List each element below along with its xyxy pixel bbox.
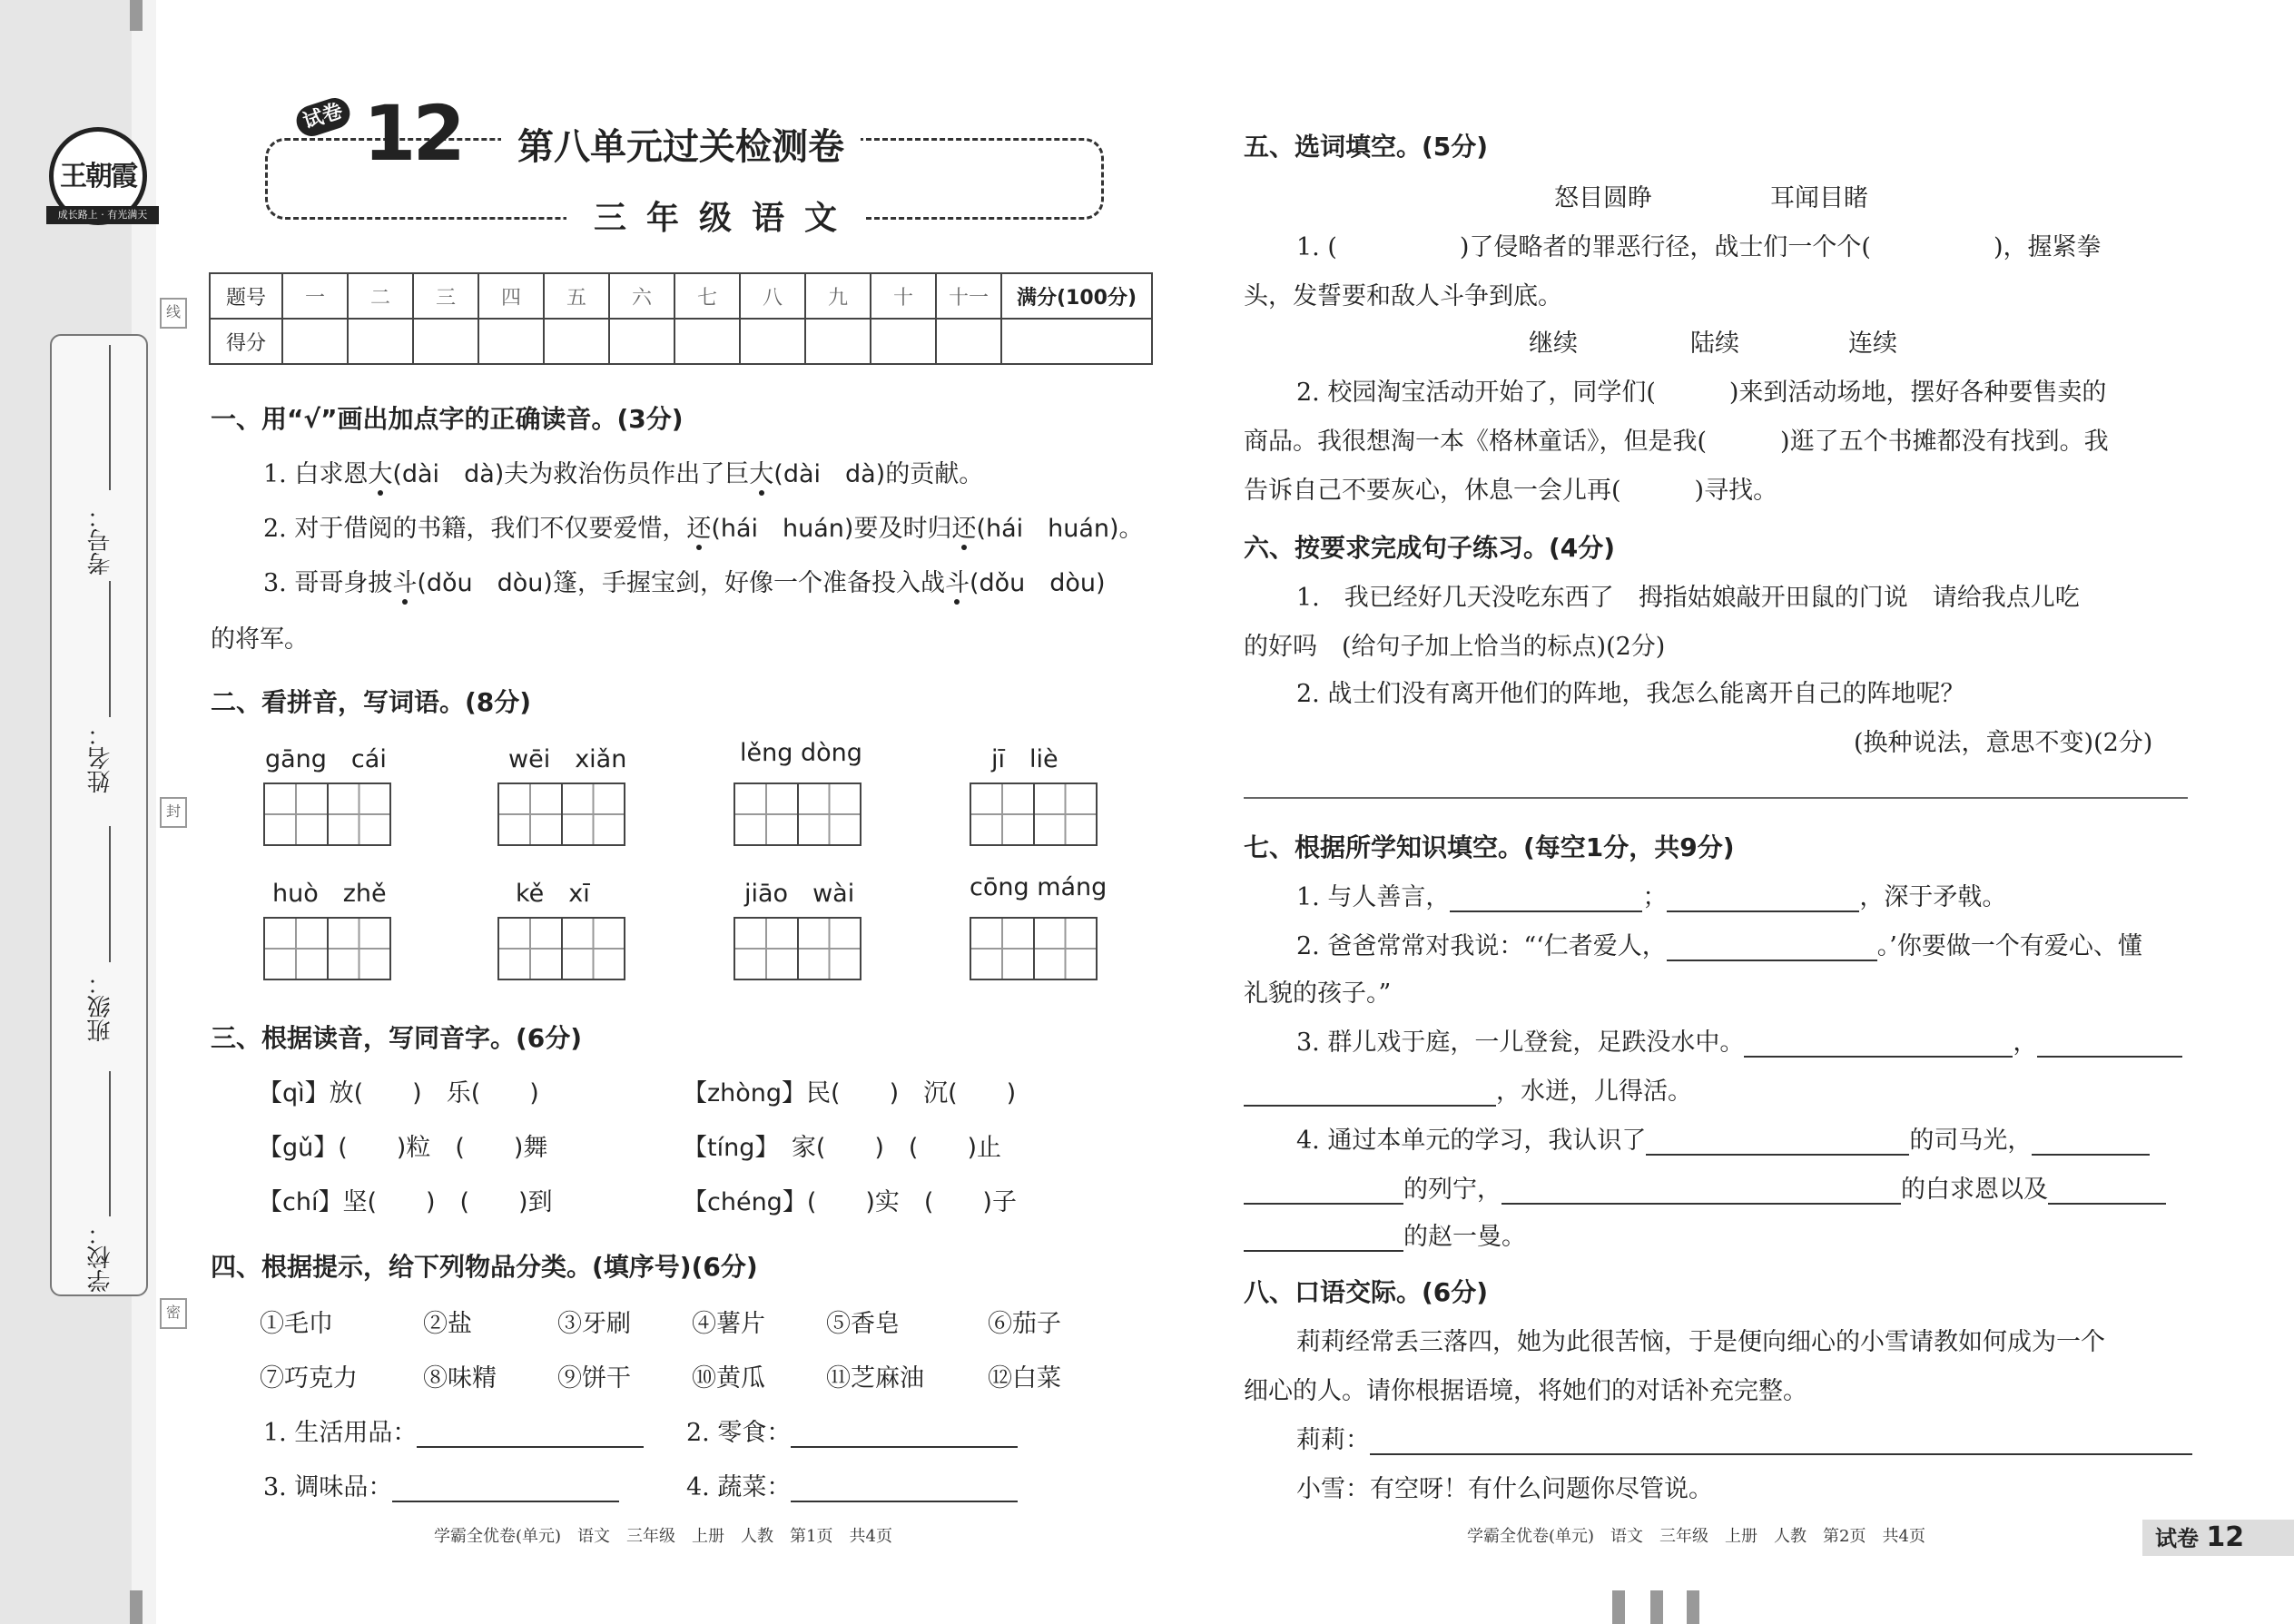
pinyin-label: lěng dòng — [740, 739, 862, 767]
s5-q2-line3: 告诉自己不要灰心，休息一会儿再( )寻找。 — [1244, 477, 1778, 505]
exam-no-line[interactable] — [109, 345, 111, 490]
s1-question-1: 1. 白求恩大(dài dà)夫为救治伤员作出了巨大(dài dà)的贡献。 — [263, 460, 984, 488]
section-3-title: 三、根据读音，写同音字。(6分) — [211, 1023, 583, 1053]
answer-line[interactable] — [1244, 797, 2188, 799]
s5-q1-line2: 头，发誓要和敌人斗争到底。 — [1244, 282, 1562, 310]
writing-grid[interactable] — [733, 917, 861, 980]
registration-mark — [1687, 1590, 1699, 1624]
class-label: 班级： — [87, 971, 114, 1042]
s8-lili-line: 莉莉： — [1296, 1420, 2192, 1455]
s7-q2-cont: 礼貌的孩子。” — [1244, 979, 1392, 1008]
question-col: 五 — [544, 273, 609, 319]
word-choice: 耳闻目睹 — [1770, 184, 1868, 212]
question-col: 十 — [871, 273, 936, 319]
homophone-row: 【chí】坚( ) ( )到 — [258, 1188, 553, 1216]
s1-question-3: 3. 哥哥身披斗(dǒu dòu)篷，手握宝剑，好像一个准备投入战斗(dǒu dòu) — [263, 569, 1106, 597]
question-col: 八 — [740, 273, 805, 319]
section-2-title: 二、看拼音，写词语。(8分) — [211, 687, 532, 717]
exam-no-label: 考号： — [87, 505, 114, 576]
question-col: 三 — [413, 273, 478, 319]
pinyin-label: cōng máng — [970, 873, 1108, 901]
category-4: 4. 蔬菜： — [686, 1467, 1018, 1502]
score-cell[interactable] — [740, 319, 805, 364]
s8-paragraph-line2: 细心的人。请你根据语境，将她们的对话补充完整。 — [1244, 1377, 1807, 1405]
homophone-row: 【tíng】 家( ) ( )止 — [683, 1134, 1001, 1162]
writing-grid[interactable] — [970, 917, 1098, 980]
s7-q3: 3. 群儿戏于庭，一儿登瓮，足跌没水中。 ， — [1296, 1022, 2182, 1058]
registration-mark — [1650, 1590, 1663, 1624]
section-6-title: 六、按要求完成句子练习。(4分) — [1244, 533, 1616, 563]
answer-line[interactable] — [791, 1477, 1018, 1502]
item: ⑨饼干 — [557, 1364, 631, 1393]
answer-line[interactable] — [2048, 1179, 2166, 1205]
item: ③牙刷 — [557, 1310, 631, 1338]
s5-q2-line1: 2. 校园淘宝活动开始了，同学们( )来到活动场地，摆好各种要售卖的 — [1296, 379, 2107, 407]
answer-line[interactable] — [1244, 1179, 1403, 1205]
homophone-row: 【gǔ】( )粒 ( )舞 — [258, 1134, 548, 1162]
registration-mark — [1612, 1590, 1625, 1624]
score-cell[interactable] — [544, 319, 609, 364]
score-cell[interactable] — [871, 319, 936, 364]
answer-line[interactable] — [1667, 936, 1877, 961]
question-col: 十一 — [936, 273, 1001, 319]
s7-q2: 2. 爸爸常常对我说：“‘仁者爱人， 。’你要做一个有爱心、懂 — [1296, 932, 2142, 960]
section-7-title: 七、根据所学知识填空。(每空1分，共9分) — [1244, 832, 1735, 862]
category-1: 1. 生活用品： — [263, 1412, 644, 1448]
item: ⑤香皂 — [826, 1310, 900, 1338]
question-col: 七 — [674, 273, 740, 319]
school-line[interactable] — [109, 1071, 111, 1216]
question-col: 九 — [805, 273, 871, 319]
score-cell[interactable] — [348, 319, 413, 364]
s1-question-3-cont: 的将军。 — [211, 625, 309, 654]
answer-line[interactable] — [2037, 1032, 2182, 1058]
answer-line[interactable] — [1501, 1179, 1901, 1205]
s7-q4-cont: 的列宁， 的白求恩以及 — [1244, 1169, 2166, 1205]
question-col: 二 — [348, 273, 413, 319]
item: ②盐 — [423, 1310, 472, 1338]
cut-mark: 线 — [160, 298, 187, 329]
s7-q3-cont: ，水迸，儿得活。 — [1244, 1071, 1692, 1107]
homophone-row: 【qì】放( ) 乐( ) — [258, 1079, 539, 1107]
writing-grid[interactable] — [263, 782, 391, 846]
answer-line[interactable] — [1244, 1081, 1496, 1107]
answer-line[interactable] — [1744, 1032, 2013, 1058]
pinyin-label: jī liè — [991, 745, 1058, 773]
logo-text: 王朝霞 — [60, 161, 136, 192]
total-label: 满分(100分) — [1001, 273, 1152, 319]
homophone-row: 【chéng】( )实 ( )子 — [683, 1188, 1017, 1216]
score-cell[interactable] — [413, 319, 478, 364]
s6-q2-note: (换种说法，意思不变)(2分) — [1854, 729, 2153, 757]
registration-mark — [130, 1590, 143, 1624]
score-cell[interactable] — [674, 319, 740, 364]
s5-q1-line1: 1. ( )了侵略者的罪恶行径，战士们一个个( )，握紧拳 — [1296, 233, 2102, 261]
word-choice: 陆续 — [1690, 330, 1739, 358]
writing-grid[interactable] — [497, 782, 625, 846]
score-cell[interactable] — [478, 319, 544, 364]
student-info-box — [50, 334, 148, 1296]
section-5-title: 五、选词填空。(5分) — [1244, 132, 1489, 162]
score-cell[interactable] — [805, 319, 871, 364]
row-label: 得分 — [210, 319, 282, 364]
page-subtitle: 三年级语文 — [566, 192, 866, 239]
homophone-row: 【zhòng】民( ) 沉( ) — [683, 1079, 1017, 1107]
publisher-logo — [49, 127, 147, 225]
paper-badge: 试卷 — [292, 94, 354, 141]
name-line[interactable] — [109, 581, 111, 717]
score-cell[interactable] — [282, 319, 348, 364]
s6-q1-line2: 的好吗 (给句子加上恰当的标点)(2分) — [1244, 633, 1666, 661]
score-table — [209, 272, 1153, 365]
school-label: 学校： — [87, 1222, 114, 1293]
footer-right: 学霸全优卷(单元) 语文 三年级 上册 人教 第2页 共4页 — [1467, 1527, 1925, 1546]
item: ⑦巧克力 — [260, 1364, 358, 1393]
answer-line[interactable] — [2032, 1130, 2150, 1156]
s8-xiaoxue-line: 小雪：有空呀！有什么问题你尽管说。 — [1296, 1475, 1713, 1503]
item: ⑩黄瓜 — [692, 1364, 765, 1393]
word-choice: 连续 — [1848, 330, 1897, 358]
writing-grid[interactable] — [497, 917, 625, 980]
item: ④薯片 — [692, 1310, 765, 1338]
corner-paper-badge: 试卷 12 — [2142, 1520, 2294, 1556]
pinyin-label: wēi xiǎn — [508, 745, 627, 773]
s7-q1: 1. 与人善言， ； ，深于矛戟。 — [1296, 883, 2007, 911]
writing-grid[interactable] — [970, 782, 1098, 846]
footer-left: 学霸全优卷(单元) 语文 三年级 上册 人教 第1页 共4页 — [434, 1527, 892, 1546]
answer-line[interactable] — [1646, 1130, 1909, 1156]
s1-question-2: 2. 对于借阅的书籍，我们不仅要爱惜，还(hái huán)要及时归还(hái huán)。 — [263, 515, 1144, 543]
item: ①毛巾 — [260, 1310, 333, 1338]
category-3: 3. 调味品： — [263, 1467, 619, 1502]
s6-q2: 2. 战士们没有离开他们的阵地，我怎么能离开自己的阵地呢？ — [1296, 680, 1965, 708]
logo-band: 成长路上 · 有光满天 — [46, 206, 159, 224]
question-col: 四 — [478, 273, 544, 319]
item: ⑪芝麻油 — [826, 1364, 924, 1393]
answer-line[interactable] — [1450, 887, 1642, 912]
s7-q4-end: 的赵一曼。 — [1244, 1216, 1526, 1252]
writing-grid[interactable] — [733, 782, 861, 846]
item: ⑧味精 — [423, 1364, 497, 1393]
pinyin-label: huò zhě — [272, 880, 387, 908]
answer-line[interactable] — [417, 1422, 644, 1448]
row-label: 题号 — [210, 273, 282, 319]
word-choice: 继续 — [1529, 330, 1578, 358]
pinyin-label: kě xī — [516, 880, 590, 908]
cut-mark: 密 — [160, 1298, 187, 1329]
pinyin-label: gāng cái — [265, 745, 387, 773]
section-4-title: 四、根据提示，给下列物品分类。(填序号)(6分) — [211, 1252, 758, 1282]
s8-paragraph-line1: 莉莉经常丢三落四，她为此很苦恼，于是便向细心的小雪请教如何成为一个 — [1296, 1328, 2105, 1356]
score-cell[interactable] — [936, 319, 1001, 364]
s5-q2-line2: 商品。我很想淘一本《格林童话》，但是我( )逛了五个书摊都没有找到。我 — [1244, 428, 2109, 456]
paper-number: 12 — [363, 89, 462, 178]
s7-q4: 4. 通过本单元的学习，我认识了 的司马光， — [1296, 1120, 2150, 1156]
answer-line[interactable] — [392, 1477, 619, 1502]
item: ⑥茄子 — [988, 1310, 1061, 1338]
section-8-title: 八、口语交际。(6分) — [1244, 1277, 1489, 1307]
score-cell[interactable] — [609, 319, 674, 364]
answer-line[interactable] — [1244, 1226, 1403, 1252]
total-score-cell[interactable] — [1001, 319, 1152, 364]
answer-line[interactable] — [791, 1422, 1018, 1448]
pinyin-label: jiāo wài — [744, 880, 855, 908]
answer-line[interactable] — [1667, 887, 1859, 912]
answer-line[interactable] — [1370, 1430, 2192, 1455]
category-2: 2. 零食： — [686, 1412, 1018, 1448]
item: ⑫白菜 — [988, 1364, 1061, 1393]
name-label: 姓名： — [87, 723, 114, 793]
s6-q1-line1: 1. 我已经好几天没吃东西了 拇指姑娘敲开田鼠的门说 请给我点儿吃 — [1296, 584, 2080, 612]
class-line[interactable] — [109, 826, 111, 962]
registration-mark — [130, 0, 143, 31]
cut-mark: 封 — [160, 797, 187, 828]
section-1-title: 一、用“√”画出加点字的正确读音。(3分) — [211, 404, 684, 434]
word-choice: 怒目圆睁 — [1554, 184, 1652, 212]
question-col: 一 — [282, 273, 348, 319]
question-col: 六 — [609, 273, 674, 319]
page-title: 第八单元过关检测卷 — [501, 118, 861, 170]
writing-grid[interactable] — [263, 917, 391, 980]
